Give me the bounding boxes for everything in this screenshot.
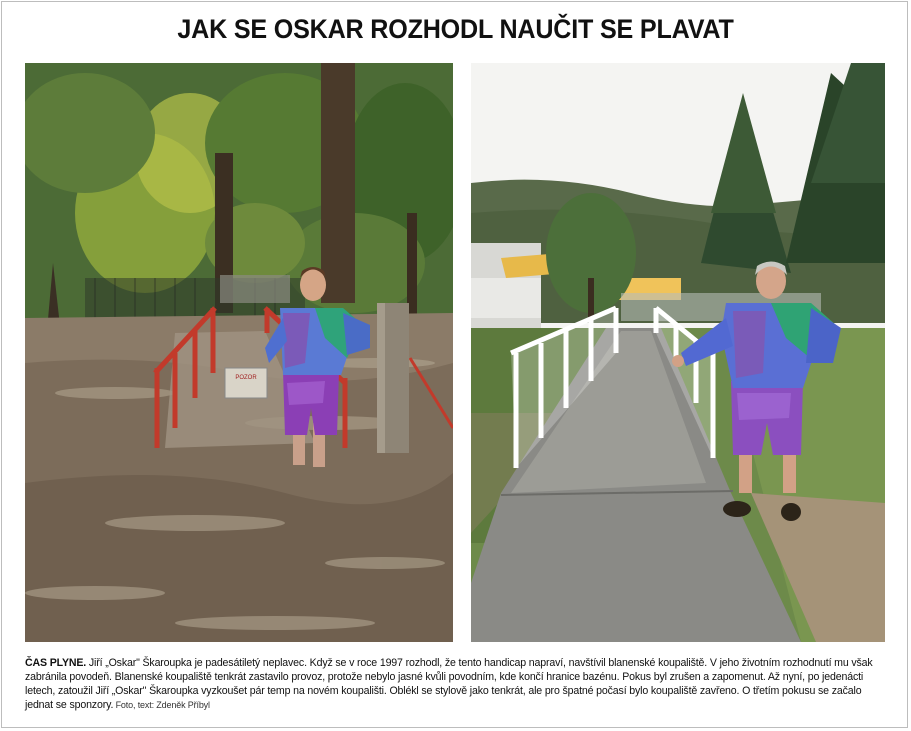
headline: JAK SE OSKAR ROZHODL NAUČIT SE PLAVAT bbox=[177, 14, 734, 44]
caption-text: Jiří „Oskar" Škaroupka je padesátiletý neplavec. Když se v roce 1997 rozhodl, že tento handicap napraví, navštívil blanenské koupaliště. V jeho životním rozhodnutí mu však zabránila povodeň. Blanenské koupaliště tenkrát zastavilo provoz, protože nebylo jasné kvůli povodním, kde končí hranice bazénu. Pokus byl zrušen a zapomenut. Až nyní, po jedenácti letech, zatoužil Jiří „Oskar" Škaroupka vyzkoušet pár temp na novém koupališti. Oblékl se stylově jako tenkrát, ale pro špatné počasí bylo koupaliště zavřeno. O třetím pokusu se začalo jednat se sponzory. bbox=[25, 657, 873, 711]
photo-flood-1997 bbox=[25, 63, 453, 642]
photo-bridge-today bbox=[471, 63, 885, 642]
photo-caption bbox=[25, 656, 887, 712]
caption-credit: Foto, text: Zdeněk Příbyl bbox=[113, 700, 210, 710]
caption-lead: ČAS PLYNE. bbox=[25, 657, 87, 669]
warning-sign-text: POZOR bbox=[235, 375, 257, 381]
